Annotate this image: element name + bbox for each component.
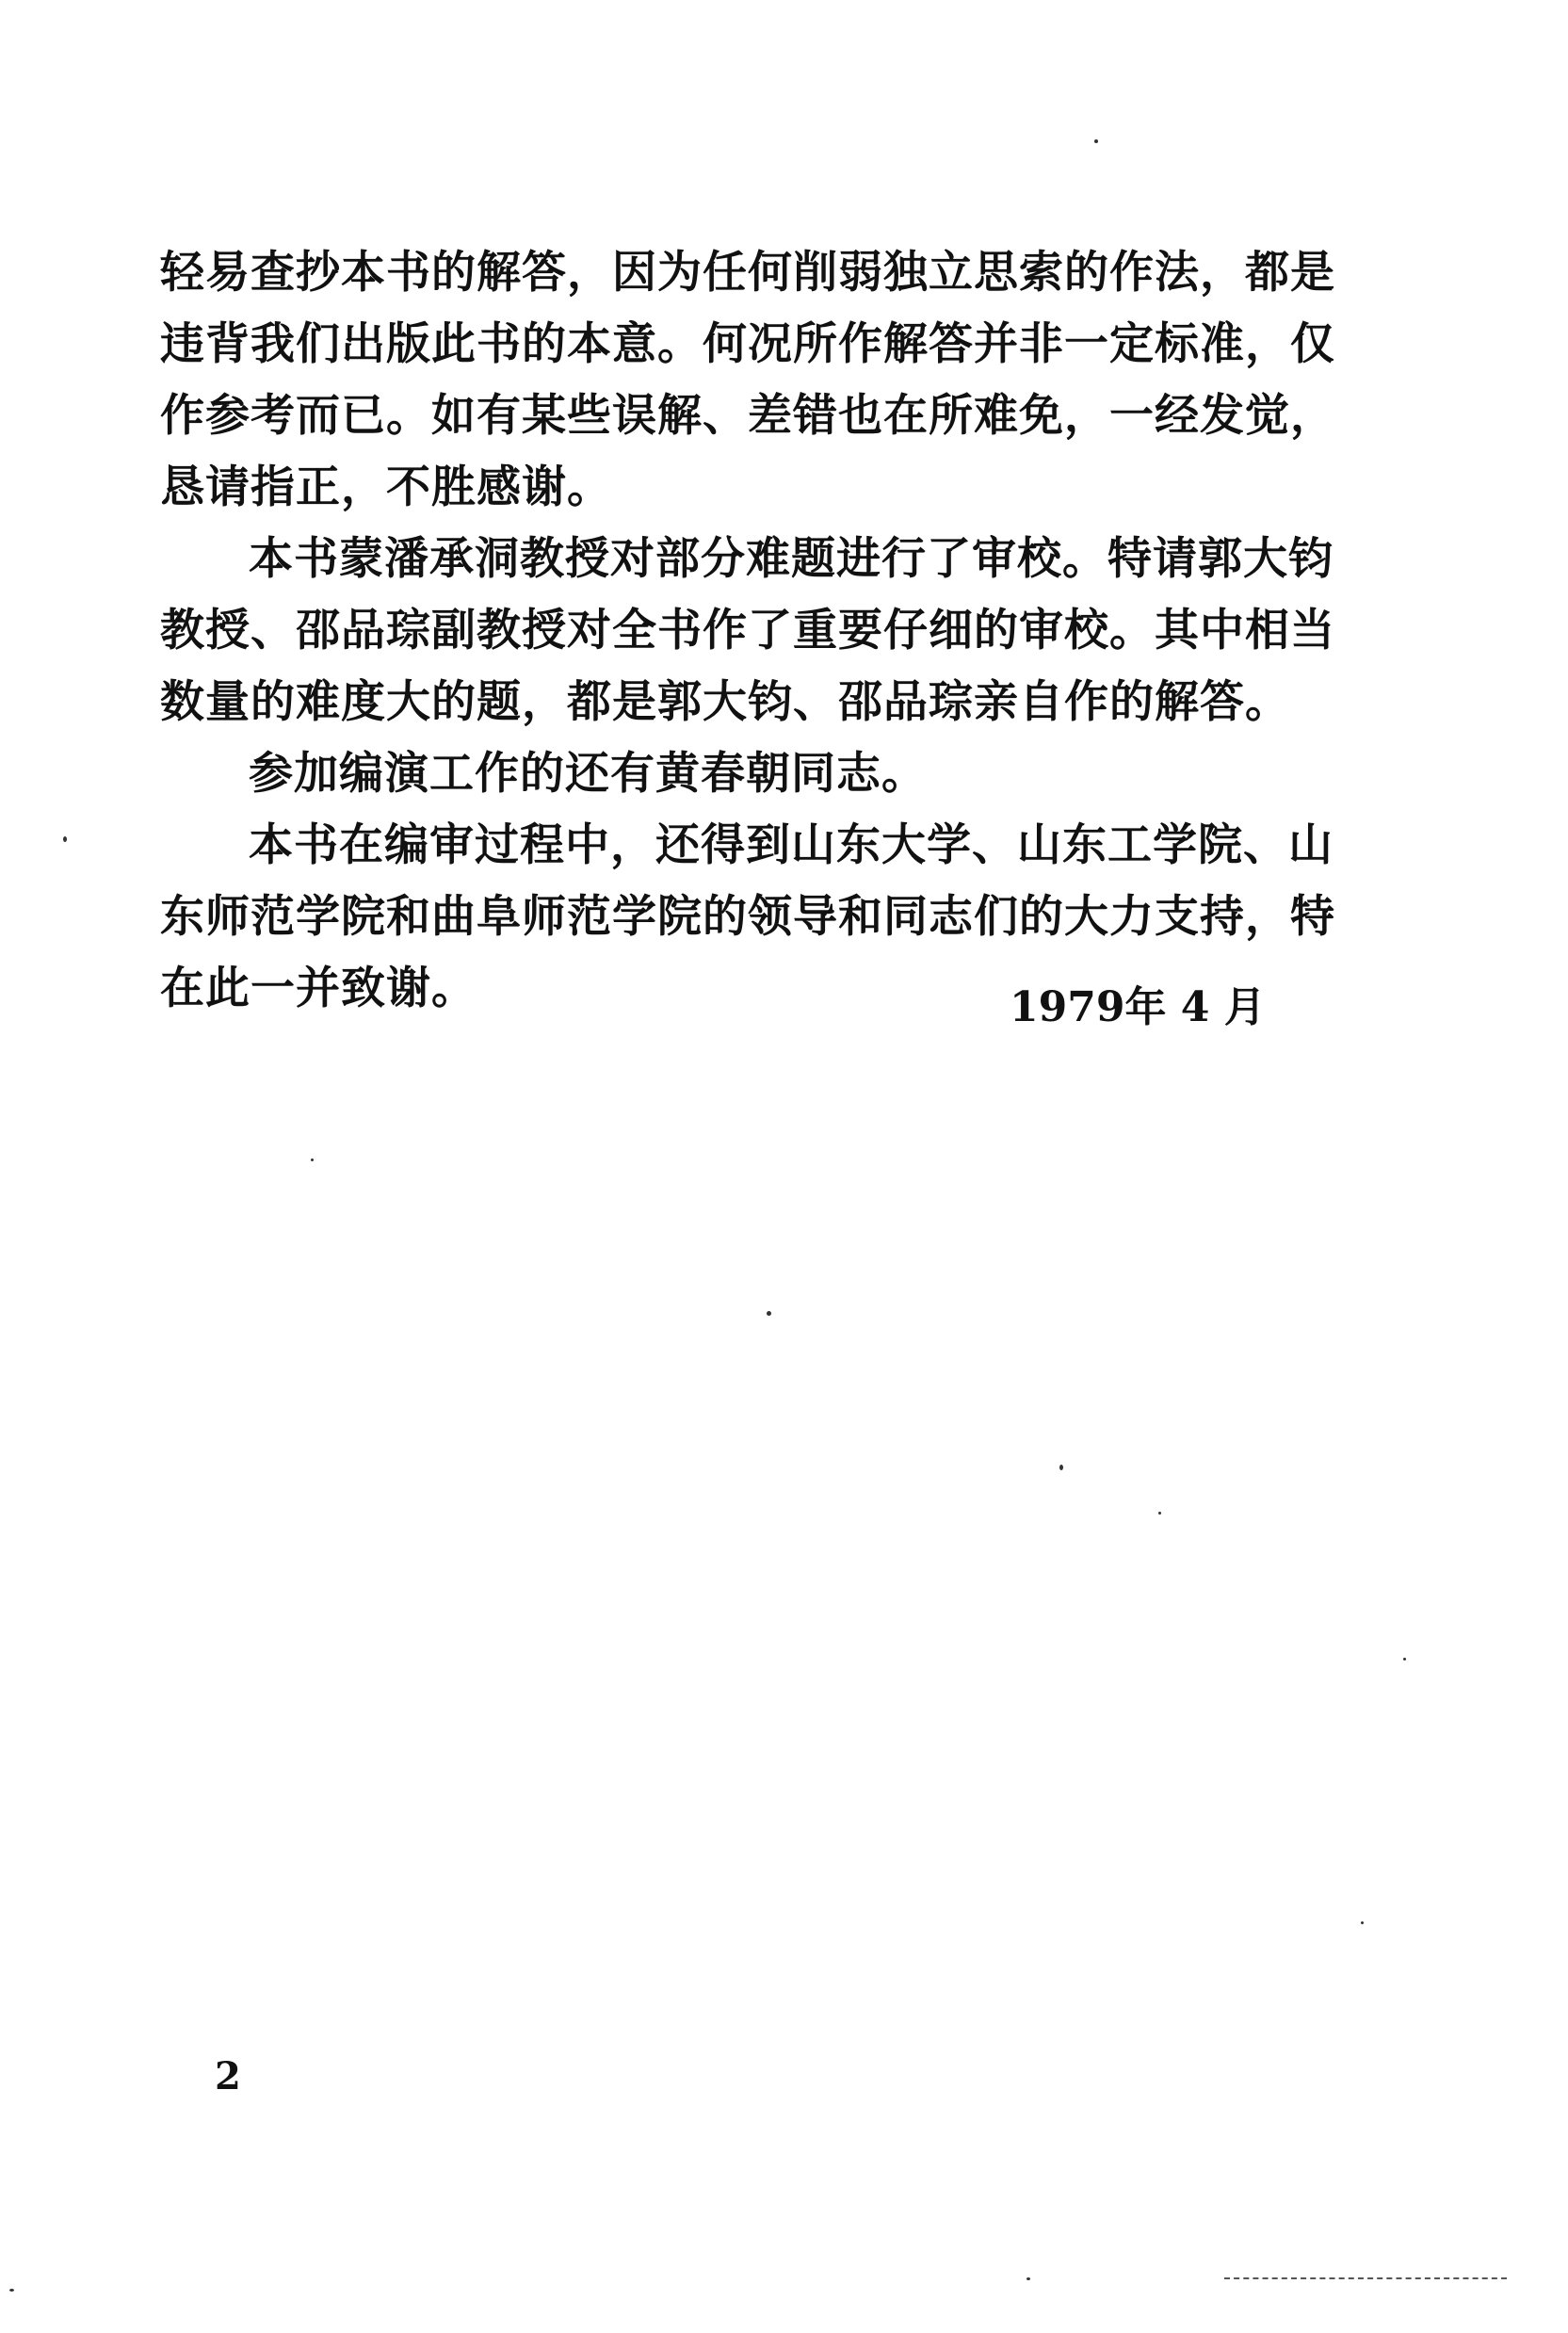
page-number: 2 (215, 2054, 241, 2098)
text-line: 参加编演工作的还有黄春朝同志。 (249, 748, 927, 800)
date-signature: 1979年 4 月 (1010, 983, 1266, 1031)
text-line: 东师范学院和曲阜师范学院的领导和同志们的大力支持，特 (160, 891, 1335, 943)
text-line: 教授、邵品琮副教授对全书作了重要仔细的审校。其中相当 (160, 605, 1335, 656)
text-line: 恳请指正，不胜感谢。 (160, 462, 612, 513)
text-line: 本书蒙潘承洞教授对部分难题进行了审校。特请郭大钧 (249, 533, 1334, 585)
scan-edge-line (1224, 2277, 1507, 2279)
scan-speck (9, 2289, 14, 2292)
text-line: 轻易查抄本书的解答，因为任何削弱独立思索的作法，都是 (160, 247, 1335, 299)
text-line: 数量的难度大的题，都是郭大钧、邵品琮亲自作的解答。 (160, 676, 1290, 728)
scan-speck (1158, 1512, 1161, 1515)
scan-speck (63, 836, 67, 842)
text-line: 作参考而已。如有某些误解、差错也在所难免，一经发觉， (160, 390, 1335, 442)
text-line: 在此一并致谢。 (160, 963, 477, 1014)
scan-speck (1403, 1658, 1406, 1661)
scan-speck (311, 1158, 314, 1161)
body-text (160, 237, 1335, 1025)
text-line: 本书在编审过程中，还得到山东大学、山东工学院、山 (249, 819, 1334, 871)
scan-speck (1026, 2277, 1030, 2280)
scan-speck (1059, 1465, 1063, 1470)
scan-speck (1361, 1921, 1364, 1924)
scan-speck (1094, 139, 1098, 143)
scan-speck (767, 1311, 771, 1316)
text-line: 违背我们出版此书的本意。何况所作解答并非一定标准，仅 (160, 318, 1335, 370)
